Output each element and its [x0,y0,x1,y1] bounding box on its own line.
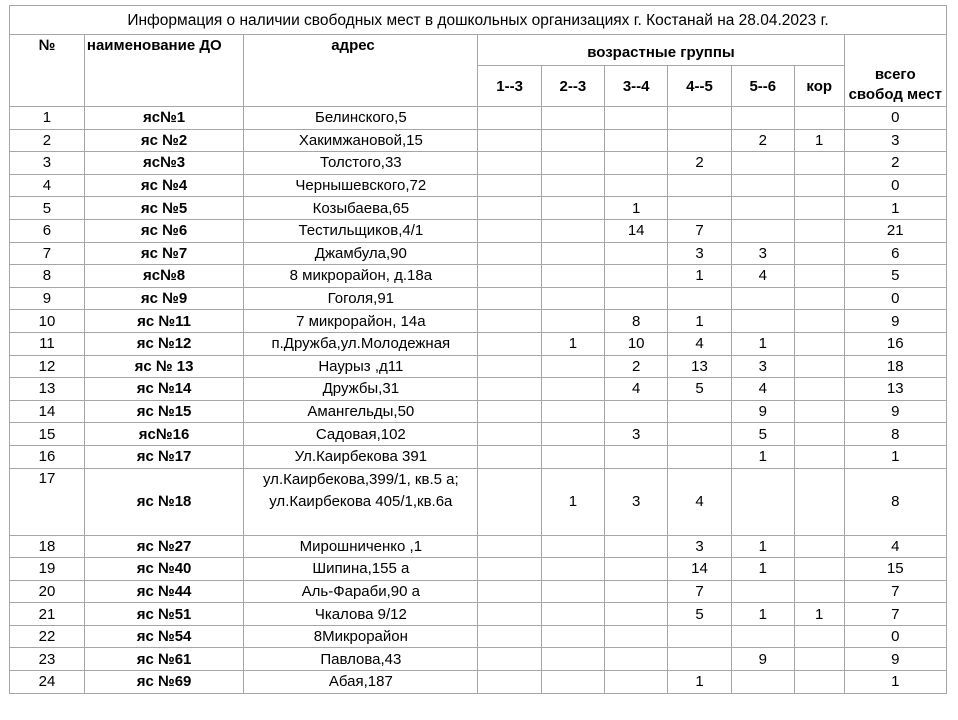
cell-address: ул.Каирбекова,399/1, кв.5 а; ул.Каирбекова 405/1,кв.6а [244,468,478,535]
cell-group-2-3 [541,355,604,378]
cell-group-1-3 [478,174,541,197]
cell-kor [794,107,844,130]
cell-name: яс №61 [84,648,243,671]
cell-address: Абая,187 [244,671,478,694]
cell-name: яс №4 [84,174,243,197]
cell-name: яс №5 [84,197,243,220]
cell-group-2-3 [541,174,604,197]
cell-group-5-6: 9 [731,400,794,423]
cell-address: Мирошниченко ,1 [244,535,478,558]
cell-total: 7 [844,580,946,603]
header-row-1 [10,35,947,66]
cell-no: 14 [10,400,85,423]
cell-group-1-3 [478,671,541,694]
cell-name: яс №40 [84,558,243,581]
table-row [10,287,947,310]
cell-group-1-3 [478,400,541,423]
cell-group-2-3 [541,265,604,288]
table-row [10,400,947,423]
cell-group-5-6: 5 [731,423,794,446]
cell-group-5-6 [731,310,794,333]
cell-group-4-5: 3 [668,535,731,558]
cell-group-3-4 [605,648,668,671]
cell-no: 24 [10,671,85,694]
cell-name: яс №6 [84,219,243,242]
cell-kor [794,310,844,333]
cell-group-1-3 [478,580,541,603]
cell-no: 20 [10,580,85,603]
cell-total: 18 [844,355,946,378]
cell-group-5-6 [731,152,794,175]
table-row [10,152,947,175]
cell-group-2-3 [541,423,604,446]
cell-group-3-4 [605,603,668,626]
cell-address: Аль-Фараби,90 а [244,580,478,603]
cell-address: Белинского,5 [244,107,478,130]
cell-group-2-3 [541,107,604,130]
cell-group-3-4 [605,625,668,648]
cell-kor [794,355,844,378]
cell-group-5-6 [731,107,794,130]
cell-total: 16 [844,332,946,355]
cell-group-3-4 [605,580,668,603]
cell-total: 0 [844,625,946,648]
cell-address: Дружбы,31 [244,378,478,401]
cell-group-1-3 [478,378,541,401]
cell-total: 1 [844,671,946,694]
cell-kor [794,535,844,558]
table-title: Информация о наличии свободных мест в дошкольных организациях г. Костанай на 28.04.2023 г. [10,6,947,35]
cell-group-1-3 [478,197,541,220]
cell-address: Амангельды,50 [244,400,478,423]
cell-address: Ул.Каирбекова 391 [244,445,478,468]
cell-group-2-3: 1 [541,332,604,355]
cell-kor [794,400,844,423]
cell-group-4-5 [668,625,731,648]
cell-group-2-3 [541,378,604,401]
cell-kor [794,468,844,535]
vacancy-table [9,5,947,694]
cell-group-4-5 [668,287,731,310]
cell-group-3-4 [605,400,668,423]
cell-kor [794,332,844,355]
cell-group-1-3 [478,423,541,446]
cell-no: 22 [10,625,85,648]
cell-group-2-3 [541,558,604,581]
cell-total: 15 [844,558,946,581]
cell-address: Толстого,33 [244,152,478,175]
cell-group-4-5 [668,129,731,152]
cell-group-5-6: 9 [731,648,794,671]
cell-group-1-3 [478,310,541,333]
cell-group-4-5: 5 [668,378,731,401]
cell-no: 13 [10,378,85,401]
cell-group-2-3 [541,242,604,265]
cell-name: яс №51 [84,603,243,626]
cell-group-2-3 [541,152,604,175]
cell-name: яс №15 [84,400,243,423]
cell-kor [794,445,844,468]
cell-group-1-3 [478,107,541,130]
cell-group-2-3 [541,535,604,558]
cell-name: яс№3 [84,152,243,175]
cell-no: 8 [10,265,85,288]
cell-no: 23 [10,648,85,671]
cell-no: 7 [10,242,85,265]
cell-group-3-4: 4 [605,378,668,401]
cell-group-3-4: 1 [605,197,668,220]
cell-group-4-5: 4 [668,468,731,535]
cell-no: 3 [10,152,85,175]
table-row [10,265,947,288]
cell-group-1-3 [478,219,541,242]
cell-group-1-3 [478,468,541,535]
cell-name: яс №9 [84,287,243,310]
cell-group-5-6: 1 [731,558,794,581]
cell-kor [794,219,844,242]
cell-group-2-3: 1 [541,468,604,535]
cell-group-4-5: 4 [668,332,731,355]
cell-kor [794,265,844,288]
cell-group-1-3 [478,287,541,310]
cell-address: Хакимжановой,15 [244,129,478,152]
cell-group-4-5: 1 [668,310,731,333]
cell-address: Наурыз ,д11 [244,355,478,378]
cell-total: 1 [844,197,946,220]
cell-group-4-5: 2 [668,152,731,175]
cell-group-2-3 [541,129,604,152]
cell-total: 9 [844,400,946,423]
table-row [10,648,947,671]
table-row [10,671,947,694]
table-row [10,625,947,648]
cell-kor [794,152,844,175]
cell-address: Козыбаева,65 [244,197,478,220]
cell-total: 9 [844,310,946,333]
cell-address: п.Дружба,ул.Молодежная [244,332,478,355]
cell-group-2-3 [541,445,604,468]
cell-group-3-4: 3 [605,423,668,446]
cell-total: 6 [844,242,946,265]
header-no: № [10,35,85,107]
cell-group-2-3 [541,310,604,333]
cell-group-2-3 [541,603,604,626]
cell-group-1-3 [478,265,541,288]
cell-kor [794,174,844,197]
cell-kor [794,625,844,648]
cell-group-4-5 [668,648,731,671]
cell-group-5-6 [731,174,794,197]
cell-address: Гоголя,91 [244,287,478,310]
cell-group-3-4 [605,671,668,694]
cell-group-4-5: 3 [668,242,731,265]
cell-group-5-6 [731,219,794,242]
cell-total: 0 [844,107,946,130]
cell-kor [794,648,844,671]
table-row [10,355,947,378]
header-group-kor: кор [794,66,844,107]
cell-address: Джамбула,90 [244,242,478,265]
cell-group-4-5 [668,107,731,130]
cell-group-4-5: 1 [668,671,731,694]
header-group-1-3: 1--3 [478,66,541,107]
table-row [10,580,947,603]
cell-address: Садовая,102 [244,423,478,446]
cell-group-4-5 [668,423,731,446]
cell-no: 19 [10,558,85,581]
table-row [10,332,947,355]
cell-group-3-4: 2 [605,355,668,378]
cell-group-3-4 [605,174,668,197]
cell-group-3-4: 8 [605,310,668,333]
cell-group-2-3 [541,400,604,423]
cell-group-5-6: 4 [731,378,794,401]
cell-total: 13 [844,378,946,401]
table-row [10,378,947,401]
table-row [10,310,947,333]
cell-address: 7 микрорайон, 14а [244,310,478,333]
cell-group-5-6 [731,287,794,310]
cell-group-5-6: 4 [731,265,794,288]
cell-no: 2 [10,129,85,152]
cell-name: яс №44 [84,580,243,603]
cell-no: 12 [10,355,85,378]
cell-group-5-6: 3 [731,242,794,265]
header-total [844,35,946,107]
cell-name: яс №2 [84,129,243,152]
cell-group-3-4: 3 [605,468,668,535]
title-row [10,6,947,35]
header-name: наименование ДО [84,35,243,107]
cell-address: Тестильщиков,4/1 [244,219,478,242]
table-row [10,219,947,242]
cell-group-2-3 [541,648,604,671]
cell-address: 8 микрорайон, д.18а [244,265,478,288]
cell-group-5-6 [731,671,794,694]
cell-name: яс № 13 [84,355,243,378]
cell-group-3-4 [605,242,668,265]
header-total-line2: свобод мест [848,86,942,103]
cell-group-3-4 [605,535,668,558]
cell-total: 7 [844,603,946,626]
cell-total: 0 [844,287,946,310]
cell-total: 8 [844,423,946,446]
cell-no: 21 [10,603,85,626]
cell-group-2-3 [541,219,604,242]
table-row [10,445,947,468]
cell-group-1-3 [478,445,541,468]
cell-group-5-6 [731,580,794,603]
cell-no: 6 [10,219,85,242]
cell-no: 5 [10,197,85,220]
cell-group-5-6: 1 [731,445,794,468]
cell-group-5-6: 1 [731,332,794,355]
cell-name: яс №27 [84,535,243,558]
cell-group-2-3 [541,671,604,694]
cell-kor [794,558,844,581]
cell-group-5-6: 1 [731,535,794,558]
cell-group-5-6: 1 [731,603,794,626]
header-group-5-6: 5--6 [731,66,794,107]
cell-total: 21 [844,219,946,242]
cell-address: Чкалова 9/12 [244,603,478,626]
cell-no: 9 [10,287,85,310]
cell-group-1-3 [478,603,541,626]
cell-group-4-5: 14 [668,558,731,581]
cell-group-1-3 [478,648,541,671]
table-row [10,558,947,581]
cell-name: яс №54 [84,625,243,648]
cell-group-4-5 [668,197,731,220]
cell-total: 2 [844,152,946,175]
table-row [10,197,947,220]
table-row [10,107,947,130]
cell-kor [794,242,844,265]
cell-no: 16 [10,445,85,468]
cell-name: яс №12 [84,332,243,355]
cell-group-1-3 [478,332,541,355]
cell-group-3-4 [605,287,668,310]
cell-name: яс №69 [84,671,243,694]
cell-group-3-4 [605,558,668,581]
cell-no: 11 [10,332,85,355]
cell-group-5-6 [731,625,794,648]
table-row [10,423,947,446]
cell-group-5-6 [731,468,794,535]
cell-total: 8 [844,468,946,535]
cell-group-1-3 [478,129,541,152]
header-age-groups: возрастные группы [478,35,844,66]
cell-group-3-4: 10 [605,332,668,355]
cell-kor [794,287,844,310]
cell-name: яс№1 [84,107,243,130]
cell-no: 1 [10,107,85,130]
cell-group-1-3 [478,625,541,648]
cell-group-1-3 [478,355,541,378]
cell-total: 1 [844,445,946,468]
cell-kor [794,197,844,220]
cell-group-5-6: 3 [731,355,794,378]
cell-group-5-6 [731,197,794,220]
table-row [10,129,947,152]
cell-group-3-4 [605,129,668,152]
cell-name: яс №17 [84,445,243,468]
header-group-3-4: 3--4 [605,66,668,107]
cell-kor [794,423,844,446]
cell-group-3-4 [605,265,668,288]
cell-no: 4 [10,174,85,197]
table-row [10,242,947,265]
cell-group-1-3 [478,558,541,581]
cell-group-2-3 [541,580,604,603]
cell-name: яс№16 [84,423,243,446]
cell-name: яс №11 [84,310,243,333]
cell-total: 5 [844,265,946,288]
header-address: адрес [244,35,478,107]
cell-group-4-5: 5 [668,603,731,626]
cell-group-4-5 [668,445,731,468]
cell-no: 17 [10,468,85,535]
cell-group-5-6: 2 [731,129,794,152]
cell-total: 3 [844,129,946,152]
cell-total: 4 [844,535,946,558]
cell-kor: 1 [794,603,844,626]
table-row [10,174,947,197]
cell-no: 10 [10,310,85,333]
cell-no: 15 [10,423,85,446]
header-group-4-5: 4--5 [668,66,731,107]
cell-group-4-5: 1 [668,265,731,288]
cell-address: Шипина,155 а [244,558,478,581]
cell-group-3-4 [605,445,668,468]
cell-kor [794,580,844,603]
cell-group-4-5: 13 [668,355,731,378]
cell-total: 0 [844,174,946,197]
header-total-line1: всего [874,66,916,83]
cell-no: 18 [10,535,85,558]
cell-address: 8Микрорайон [244,625,478,648]
cell-name: яс №7 [84,242,243,265]
cell-group-4-5 [668,174,731,197]
cell-group-4-5: 7 [668,580,731,603]
cell-kor [794,378,844,401]
cell-total: 9 [844,648,946,671]
cell-address: Чернышевского,72 [244,174,478,197]
table-row [10,535,947,558]
cell-address: Павлова,43 [244,648,478,671]
cell-group-3-4: 14 [605,219,668,242]
table-row [10,603,947,626]
cell-group-4-5: 7 [668,219,731,242]
cell-group-3-4 [605,107,668,130]
cell-group-1-3 [478,152,541,175]
cell-group-3-4 [605,152,668,175]
table-row [10,468,947,535]
cell-group-2-3 [541,625,604,648]
cell-group-1-3 [478,242,541,265]
cell-group-4-5 [668,400,731,423]
cell-name: яс №14 [84,378,243,401]
cell-group-2-3 [541,197,604,220]
cell-kor: 1 [794,129,844,152]
cell-group-1-3 [478,535,541,558]
cell-kor [794,671,844,694]
cell-name: яс №18 [84,468,243,535]
cell-name: яс№8 [84,265,243,288]
cell-group-2-3 [541,287,604,310]
header-group-2-3: 2--3 [541,66,604,107]
